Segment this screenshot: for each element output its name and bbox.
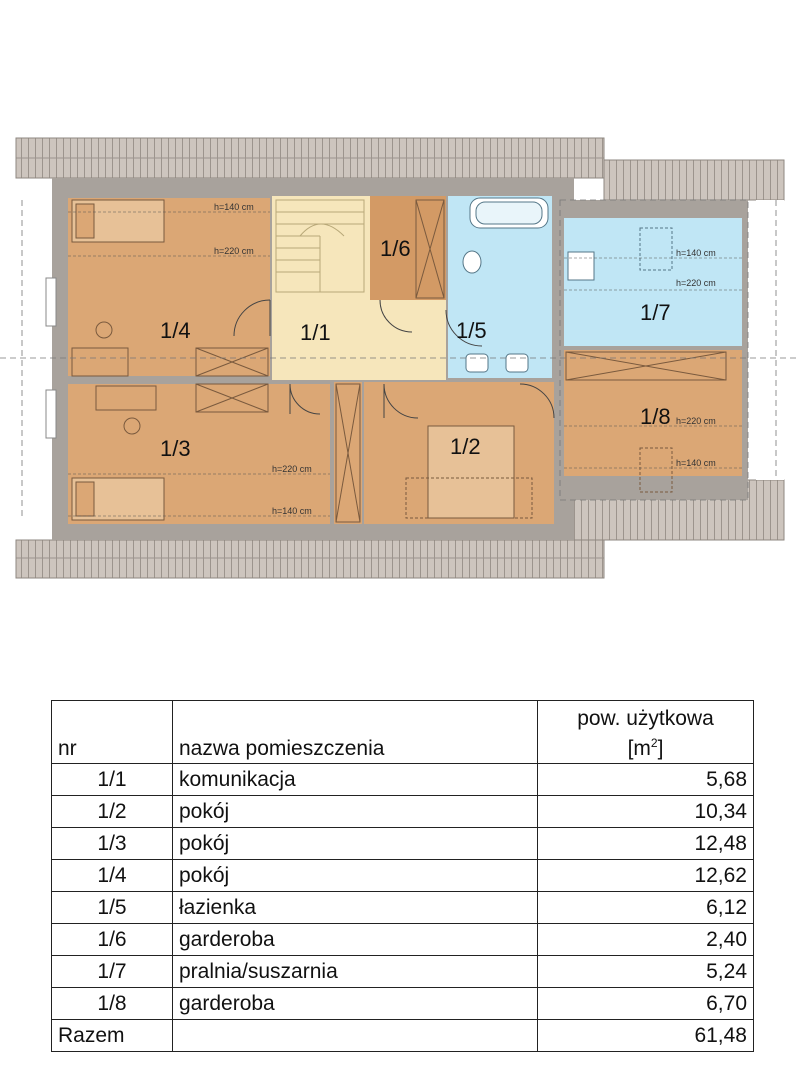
room-label-1-7: 1/7 xyxy=(640,300,671,325)
roof-top-left xyxy=(16,138,604,178)
cell-nr: 1/6 xyxy=(52,924,173,956)
room-area-table xyxy=(51,700,754,1052)
header-area-unit xyxy=(628,737,664,760)
header-name: nazwa pomieszczenia xyxy=(173,701,538,764)
cell-name: pokój xyxy=(173,828,538,860)
cell-name: pokój xyxy=(173,796,538,828)
table-header-row xyxy=(52,701,754,764)
table-row xyxy=(52,828,754,860)
header-area-unit-post: ] xyxy=(657,737,664,760)
room-label-1-5: 1/5 xyxy=(456,318,487,343)
height-label-r4-140: h=140 cm xyxy=(214,202,254,212)
cell-name: łazienka xyxy=(173,892,538,924)
cell-nr: 1/2 xyxy=(52,796,173,828)
header-area-line1: pow. użytkowa xyxy=(577,707,714,730)
cell-area: 6,12 xyxy=(538,892,754,924)
total-area: 61,48 xyxy=(538,1020,754,1052)
height-label-r7-140: h=140 cm xyxy=(676,248,716,258)
roof-top-right xyxy=(604,160,784,200)
cell-nr: 1/7 xyxy=(52,956,173,988)
cell-nr: 1/8 xyxy=(52,988,173,1020)
cell-name: komunikacja xyxy=(173,764,538,796)
roof-bottom-left xyxy=(16,540,604,578)
header-area-unit-pre: [m xyxy=(627,737,651,760)
cell-area: 5,24 xyxy=(538,956,754,988)
height-label-r8-140: h=140 cm xyxy=(676,458,716,468)
table-row xyxy=(52,796,754,828)
cell-name: pralnia/suszarnia xyxy=(173,956,538,988)
cell-nr: 1/3 xyxy=(52,828,173,860)
room-label-1-6: 1/6 xyxy=(380,236,411,261)
height-label-r7-220: h=220 cm xyxy=(676,278,716,288)
header-nr: nr xyxy=(52,701,173,764)
cell-area: 10,34 xyxy=(538,796,754,828)
header-area xyxy=(538,701,754,764)
cell-area: 12,62 xyxy=(538,860,754,892)
height-label-r8-220: h=220 cm xyxy=(676,416,716,426)
total-label: Razem xyxy=(52,1020,173,1052)
table-row xyxy=(52,956,754,988)
table-total-row xyxy=(52,1020,754,1052)
height-label-r4-220: h=220 cm xyxy=(214,246,254,256)
cell-name: garderoba xyxy=(173,988,538,1020)
table-row xyxy=(52,892,754,924)
room-label-1-3: 1/3 xyxy=(160,436,191,461)
header-area-unit-sup: 2 xyxy=(650,736,658,750)
table-row xyxy=(52,764,754,796)
height-label-r3-220: h=220 cm xyxy=(272,464,312,474)
cell-name: garderoba xyxy=(173,924,538,956)
table-row xyxy=(52,860,754,892)
room-label-1-2: 1/2 xyxy=(450,434,481,459)
cell-nr: 1/1 xyxy=(52,764,173,796)
room-label-1-1: 1/1 xyxy=(300,320,331,345)
height-label-r3-140: h=140 cm xyxy=(272,506,312,516)
table-row xyxy=(52,924,754,956)
table-row xyxy=(52,988,754,1020)
cell-nr: 1/4 xyxy=(52,860,173,892)
room-label-1-8: 1/8 xyxy=(640,404,671,429)
total-empty xyxy=(173,1020,538,1052)
cell-area: 12,48 xyxy=(538,828,754,860)
room-label-1-4: 1/4 xyxy=(160,318,191,343)
cell-area: 2,40 xyxy=(538,924,754,956)
cell-area: 6,70 xyxy=(538,988,754,1020)
cell-area: 5,68 xyxy=(538,764,754,796)
cell-name: pokój xyxy=(173,860,538,892)
cell-nr: 1/5 xyxy=(52,892,173,924)
